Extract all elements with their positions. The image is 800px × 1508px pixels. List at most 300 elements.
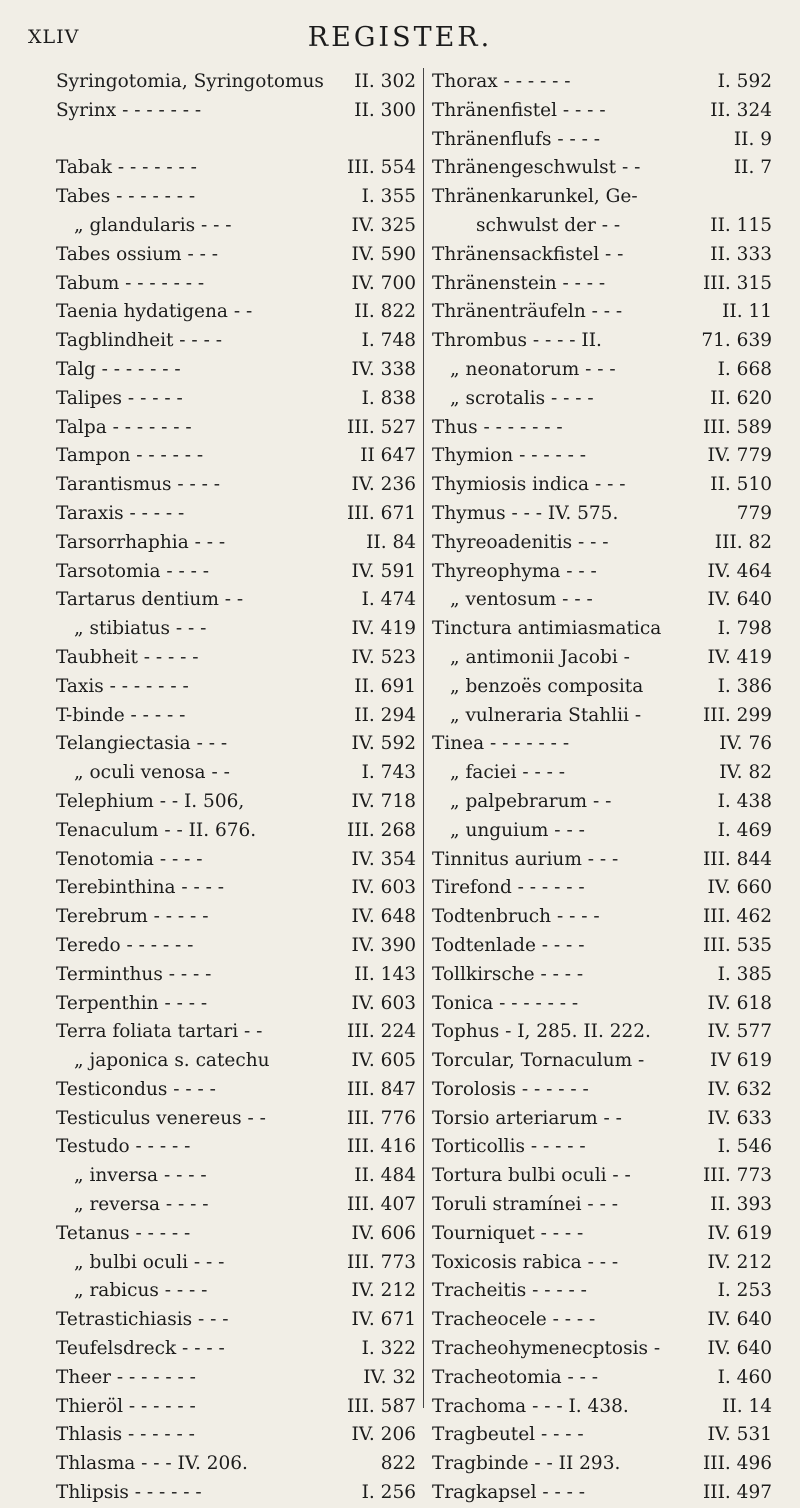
entry-reference: I. 546 [717,1136,772,1158]
entry-reference: III. 299 [703,704,772,726]
index-entry [432,759,772,788]
entry-term: Thränenträufeln - - - [432,301,623,323]
entry-reference: III. 315 [703,272,772,294]
entry-reference: I. 253 [717,1280,772,1302]
entry-reference: II. 302 [354,71,416,92]
index-entry [432,1105,772,1134]
entry-term: Tarsorrhaphia - - - [56,531,226,553]
entry-term: „ japonica s. catechu [74,1050,270,1072]
index-entry [432,1479,772,1508]
index-entry [56,1076,416,1105]
entry-term: Todtenlade - - - - [432,934,585,956]
index-entry [56,702,416,731]
entry-reference: IV. 419 [707,646,772,668]
index-entry [56,759,416,788]
entry-reference: I. 256 [361,1482,416,1504]
index-entry [56,183,416,212]
entry-term: Thrombus - - - - II. [432,330,602,352]
entry-term: Tarantismus - - - - [56,474,221,496]
index-entry [432,1018,772,1047]
index-entry [56,1479,416,1508]
entry-term: Tinnitus aurium - - - [432,848,619,870]
entry-reference: III. 407 [347,1194,416,1216]
entry-term: Torcular, Tornaculum - [432,1050,645,1072]
entry-reference: I. 469 [717,819,772,841]
index-entry [56,212,416,241]
entry-reference: 779 [736,502,772,524]
entry-term: Thymus - - - IV. 575. [432,502,619,524]
entry-term: „ neonatorum - - - [450,358,616,380]
entry-term: Tinea - - - - - - - [432,733,570,755]
entry-reference: III. 847 [347,1078,416,1100]
entry-reference: IV. 640 [707,1338,772,1360]
entry-term: Teufelsdreck - - - - [56,1338,225,1360]
entry-reference: IV. 236 [351,474,416,496]
index-entry [432,1421,772,1450]
index-entry [432,97,772,126]
entry-term: „ stibiatus - - - [74,618,207,640]
entry-term: „ benzoës composita [450,675,644,697]
index-entry [432,471,772,500]
entry-term: Syrinx - - - - - - - [56,99,202,121]
entry-term: Thränenfistel - - - - [432,99,606,121]
entry-term: Telangiectasia - - - [56,733,228,755]
index-entry [56,1393,416,1422]
column-divider [423,68,424,1408]
entry-term: Tonica - - - - - - - [432,992,579,1014]
entry-reference: IV. 531 [707,1424,772,1446]
index-entry [56,586,416,615]
index-entry [56,500,416,529]
entry-term: Tragbinde - - II 293. [432,1453,621,1475]
entry-reference: II. 822 [354,301,416,323]
index-entry [56,241,416,270]
entry-term: Toruli stramínei - - - [432,1194,618,1216]
entry-term: Testudo - - - - - [56,1136,191,1158]
index-entry [56,1277,416,1306]
index-entry [432,529,772,558]
index-entry [56,932,416,961]
left-index-column [56,68,416,1508]
index-entry [432,442,772,471]
entry-reference: IV. 338 [351,358,416,380]
entry-term: Tetanus - - - - - [56,1222,191,1244]
entry-reference: IV. 206 [351,1424,416,1446]
entry-term: Thränenstein - - - - [432,272,606,294]
index-entry [432,615,772,644]
index-entry [432,212,772,241]
entry-reference: II. 324 [710,99,772,121]
entry-term: Tenotomia - - - - [56,848,203,870]
entry-reference: IV. 718 [351,790,416,812]
entry-reference: IV. 640 [707,589,772,611]
entry-term: Taxis - - - - - - - [56,675,189,697]
entry-term: Tagblindheit - - - - [56,330,222,352]
entry-term: „ oculi venosa - - [74,762,230,784]
entry-reference: IV. 591 [351,560,416,582]
index-entry [432,961,772,990]
entry-reference: IV. 354 [351,848,416,870]
index-entry [432,1450,772,1479]
index-entry [432,183,772,212]
entry-reference: II. 143 [354,963,416,985]
index-entry [432,1335,772,1364]
entry-reference: II. 7 [733,157,772,179]
entry-reference: III. 535 [703,934,772,956]
index-entry [432,1220,772,1249]
entry-term: „ glandularis - - - [74,214,232,236]
index-entry [432,788,772,817]
index-entry [432,356,772,385]
index-entry [56,874,416,903]
entry-reference: III. 587 [347,1395,416,1417]
entry-term: Tabak - - - - - - - [56,157,197,179]
entry-term: Toxicosis rabica - - - [432,1251,619,1273]
entry-term: Taubheit - - - - - [56,646,199,668]
index-entry [432,241,772,270]
entry-term: „ unguium - - - [450,819,585,841]
index-entry [56,1047,416,1076]
entry-reference: III. 773 [703,1165,772,1187]
entry-term: Testiculus venereus - - [56,1107,266,1129]
entry-reference: II. 84 [366,531,416,553]
entry-reference: IV. 605 [351,1050,416,1072]
entry-reference: I. 748 [361,330,416,352]
index-entry [432,903,772,932]
index-entry [432,932,772,961]
entry-reference: IV. 464 [707,560,772,582]
entry-reference: III. 844 [703,848,772,870]
entry-reference: III. 224 [347,1021,416,1043]
entry-term: Thlipsis - - - - - - [56,1482,202,1504]
index-entry [56,471,416,500]
index-entry [432,874,772,903]
entry-term: T-binde - - - - - [56,704,186,726]
index-entry [432,1249,772,1278]
index-entry [56,356,416,385]
index-entry [56,1450,416,1479]
entry-term: Thränenflufs - - - - [432,128,601,150]
entry-reference: II. 510 [710,474,772,496]
entry-term: Terminthus - - - - [56,963,212,985]
index-entry [56,990,416,1019]
entry-reference: III. 589 [703,416,772,438]
entry-term: Tampon - - - - - - [56,445,204,467]
entry-term: „ ventosum - - - [450,589,593,611]
index-entry [432,414,772,443]
index-entry [56,961,416,990]
entry-reference: IV. 779 [707,445,772,467]
entry-term: Torsio arteriarum - - [432,1107,622,1129]
entry-term: Tinctura antimiasmatica [432,618,662,640]
entry-reference: III. 527 [347,416,416,438]
entry-term: „ rabicus - - - - [74,1280,208,1302]
index-entry [56,1335,416,1364]
index-entry [56,788,416,817]
entry-term: Thyreoadenitis - - - [432,531,609,553]
index-entry [432,1364,772,1393]
index-entry [432,327,772,356]
index-entry [432,68,772,97]
index-entry [432,1306,772,1335]
entry-term: Taenia hydatigena - - [56,301,253,323]
index-entry [432,500,772,529]
index-entry [432,270,772,299]
entry-reference: I. 460 [717,1366,772,1388]
entry-reference: III. 671 [347,502,416,524]
entry-term: Thymiosis indica - - - [432,474,626,496]
index-entry [432,385,772,414]
index-entry [56,1220,416,1249]
entry-term: Tabes - - - - - - - [56,186,196,208]
index-entry [432,558,772,587]
entry-term: Tragkapsel - - - - [432,1482,586,1504]
entry-term: Tenaculum - - II. 676. [56,819,257,841]
entry-reference: IV. 632 [707,1078,772,1100]
entry-reference: 822 [380,1453,416,1475]
index-entry [432,644,772,673]
index-entry [432,1277,772,1306]
index-entry [56,1162,416,1191]
entry-reference: I. 355 [361,186,416,208]
index-entry [432,298,772,327]
index-entry [432,990,772,1019]
entry-term: Talg - - - - - - - [56,358,181,380]
entry-term: Talpa - - - - - - - [56,416,192,438]
entry-reference: III. 496 [703,1453,772,1475]
entry-reference: III. 776 [347,1107,416,1129]
entry-reference: IV. 700 [351,272,416,294]
index-entry [56,529,416,558]
index-entry [432,702,772,731]
entry-term: Thränengeschwulst - - [432,157,641,179]
entry-term: Trachoma - - - I. 438. [432,1395,629,1417]
entry-reference: IV. 606 [351,1222,416,1244]
entry-term: Tarsotomia - - - - [56,560,209,582]
entry-term: Syringotomia, Syringotomus [56,71,324,92]
index-entry [56,1364,416,1393]
entry-term: „ antimonii Jacobi - [450,646,630,668]
entry-reference: II. 14 [722,1395,772,1417]
index-entry [56,1191,416,1220]
index-entry [56,1105,416,1134]
index-entry [56,97,416,126]
entry-reference: III. 82 [714,531,772,553]
index-entry [56,817,416,846]
entry-reference: IV. 618 [707,992,772,1014]
entry-reference: IV. 325 [351,214,416,236]
index-entry [432,846,772,875]
entry-reference: I. 743 [361,762,416,784]
entry-term: Tabes ossium - - - [56,243,218,265]
entry-term: Taraxis - - - - - [56,502,185,524]
index-entry [56,154,416,183]
entry-term: Tabum - - - - - - - [56,272,205,294]
index-entry [56,673,416,702]
entry-reference: IV. 390 [351,934,416,956]
index-entry [56,270,416,299]
entry-term: Todtenbruch - - - - [432,906,600,928]
index-entry [432,673,772,702]
index-entry [432,1076,772,1105]
index-entry [56,1249,416,1278]
entry-reference: I. 668 [717,358,772,380]
entry-reference: II. 115 [710,214,772,236]
entry-reference: IV. 592 [351,733,416,755]
entry-term: Tracheotomia - - - [432,1366,599,1388]
entry-reference: IV. 603 [351,992,416,1014]
entry-reference: II. 691 [354,675,416,697]
entry-reference: IV. 590 [351,243,416,265]
entry-term: Thlasis - - - - - - [56,1424,195,1446]
entry-reference: IV. 32 [363,1366,416,1388]
entry-term: Terpenthin - - - - [56,992,208,1014]
entry-term: Teredo - - - - - - [56,934,194,956]
entry-term: Terebrum - - - - - [56,906,209,928]
entry-reference: II. 11 [722,301,772,323]
entry-reference: IV 619 [710,1050,772,1072]
entry-reference: I. 438 [717,790,772,812]
entry-term: Tartarus dentium - - [56,589,244,611]
entry-term: „ bulbi oculi - - - [74,1251,225,1273]
index-entry [56,1306,416,1335]
index-entry [432,1393,772,1422]
index-entry [432,1047,772,1076]
entry-term: Tracheitis - - - - - [432,1280,587,1302]
index-entry [56,1018,416,1047]
entry-reference: II. 393 [710,1194,772,1216]
index-entry [432,154,772,183]
entry-term: Thus - - - - - - - [432,416,563,438]
index-entry [56,442,416,471]
entry-reference: I. 838 [361,387,416,409]
entry-reference: IV. 603 [351,877,416,899]
entry-reference: IV. 577 [707,1021,772,1043]
entry-term: Thlasma - - - IV. 206. [56,1453,248,1475]
entry-reference: I. 385 [717,963,772,985]
index-entry [432,126,772,155]
entry-term: Torticollis - - - - - [432,1136,586,1158]
index-entry [432,1162,772,1191]
entry-term: Tracheohymenecptosis - [432,1338,661,1360]
entry-reference: III. 462 [703,906,772,928]
page-number: XLIV [28,26,80,48]
entry-term: „ palpebrarum - - [450,790,612,812]
entry-term: Terebinthina - - - - [56,877,225,899]
entry-reference: I. 386 [717,675,772,697]
entry-reference: I. 474 [361,589,416,611]
index-entry [56,558,416,587]
entry-term: Terra foliata tartari - - [56,1021,263,1043]
entry-term: Torolosis - - - - - - [432,1078,589,1100]
entry-reference: III. 773 [347,1251,416,1273]
entry-term: Tracheocele - - - - [432,1309,596,1331]
entry-reference: 71. 639 [701,330,772,352]
entry-reference: III. 268 [347,819,416,841]
index-entry [432,1191,772,1220]
entry-reference: IV. 212 [707,1251,772,1273]
index-entry [432,817,772,846]
index-entry [56,385,416,414]
entry-reference: II. 294 [354,704,416,726]
entry-term: Thieröl - - - - - - [56,1395,196,1417]
index-entry [432,1133,772,1162]
entry-reference: II. 620 [710,387,772,409]
entry-term: Tourniquet - - - - [432,1222,584,1244]
entry-term: Tophus - I, 285. II. 222. [432,1021,651,1043]
entry-reference: II 647 [360,445,416,467]
entry-reference: I. 592 [717,71,772,92]
page-header [0,22,800,52]
entry-reference: IV. 619 [707,1222,772,1244]
entry-reference: IV. 212 [351,1280,416,1302]
entry-reference: III. 554 [347,157,416,179]
entry-term: „ vulneraria Stahlii - [450,704,642,726]
entry-reference: III. 416 [347,1136,416,1158]
entry-reference: II. 300 [354,99,416,121]
entry-term: Thorax - - - - - - [432,71,571,92]
entry-term: Thymion - - - - - - [432,445,587,467]
index-entry [56,414,416,443]
entry-term: „ faciei - - - - [450,762,566,784]
entry-term: Theer - - - - - - - [56,1366,196,1388]
index-entry [56,1421,416,1450]
entry-reference: IV. 648 [351,906,416,928]
entry-reference: IV. 76 [719,733,772,755]
entry-reference: IV. 660 [707,877,772,899]
entry-reference: IV. 419 [351,618,416,640]
entry-reference: II. 484 [354,1165,416,1187]
entry-term: Thränenkarunkel, Ge- [432,186,638,208]
index-entry [432,586,772,615]
entry-term: „ inversa - - - - [74,1165,207,1187]
index-entry [432,730,772,759]
entry-reference: I. 322 [361,1338,416,1360]
index-entry [56,126,416,155]
index-entry [56,327,416,356]
entry-reference: IV. 640 [707,1309,772,1331]
entry-reference: IV. 633 [707,1107,772,1129]
entry-reference: III. 497 [703,1482,772,1504]
index-entry [56,644,416,673]
entry-term: Talipes - - - - - [56,387,183,409]
index-entry [56,68,416,97]
entry-term: Thränensackfistel - - [432,243,624,265]
index-entry [56,1133,416,1162]
entry-reference: II. 9 [733,128,772,150]
entry-term: Testicondus - - - - [56,1078,216,1100]
entry-reference: IV. 82 [719,762,772,784]
entry-term: „ scrotalis - - - - [450,387,594,409]
index-entry [56,846,416,875]
entry-term: Tragbeutel - - - - [432,1424,584,1446]
entry-term: Tirefond - - - - - - [432,877,585,899]
entry-term: Thyreophyma - - - [432,560,597,582]
entry-term: Tortura bulbi oculi - - [432,1165,631,1187]
right-index-column [432,68,772,1508]
entry-term: Telephium - - I. 506, [56,790,245,812]
page-title: REGISTER. [307,22,493,53]
entry-reference: IV. 523 [351,646,416,668]
entry-reference: II. 333 [710,243,772,265]
entry-term: Tollkirsche - - - - [432,963,584,985]
entry-reference: IV. 671 [351,1309,416,1331]
entry-reference: I. 798 [717,618,772,640]
entry-term: „ reversa - - - - [74,1194,209,1216]
index-entry [56,615,416,644]
index-entry [56,298,416,327]
entry-term: Tetrastichiasis - - - [56,1309,229,1331]
